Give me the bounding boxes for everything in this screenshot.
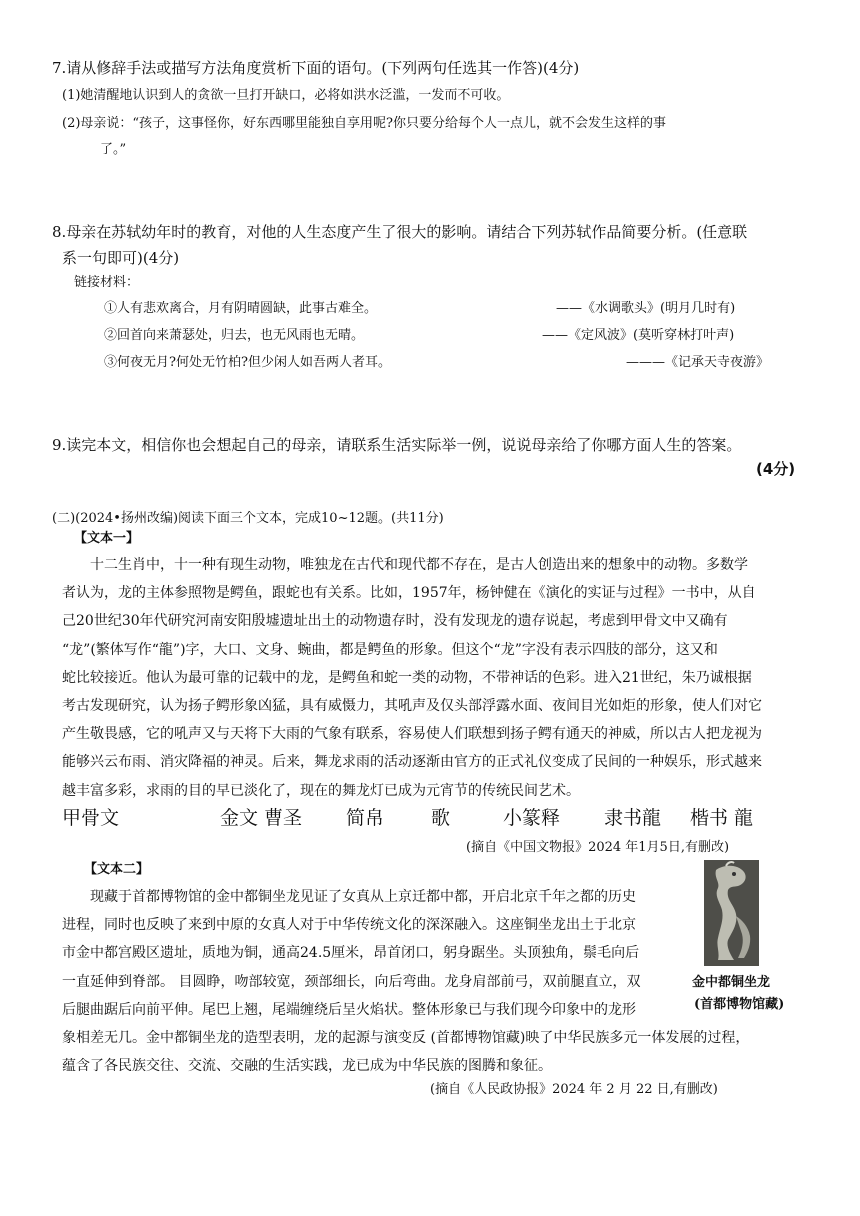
text2-line: 象相差无几。金中都铜坐龙的造型表明，龙的起源与演变反 (首都博物馆藏)映了中华民族多元一体发展的过程， <box>62 1030 750 1047</box>
text2-line: 后腿曲踞后向前平伸。尾巴上翘，尾端缠绕后呈火焰状。整体形象已与我们现今印象中的龙形 <box>62 1001 636 1018</box>
text1-line: 能够兴云布雨、消灾降福的神灵。后来，舞龙求雨的活动逐渐由官方的正式礼仪变成了民间的一种娱乐，形式越来 <box>62 754 762 771</box>
script-label: 隶书龍 <box>604 807 662 829</box>
text2-line: 进程，同时也反映了来到中原的女真人对于中华传统文化的深深融入。这座铜坐龙出土于北京 <box>62 917 636 934</box>
q8-title: 8.母亲在苏轼幼年时的教育，对他的人生态度产生了很大的影响。请结合下列苏轼作品简要分析。(任意联 <box>52 223 748 241</box>
text1-line: 产生敬畏感，它的吼声又与天将下大雨的气象有联系，容易使人们联想到扬子鳄有通天的神威，所以古人把龙视为 <box>62 726 762 743</box>
script-label: 金文 曹圣 <box>220 807 303 829</box>
q9-score: (4分) <box>756 460 796 478</box>
text1-line: 考古发现研究，认为扬子鳄形象凶猛，具有威慑力，其吼声及仅头部浮露水面、夜间目光如炬的形象，使人们对它 <box>62 698 762 715</box>
q8-quote-1: ①人有悲欢离合，月有阴晴圆缺，此事古难全。 <box>104 301 378 316</box>
script-label: 楷书 龍 <box>690 807 754 829</box>
q8-source-1: ——《水调歌头》(明月几时有) <box>556 301 736 316</box>
script-label: 歌 <box>431 807 451 829</box>
text1-paragraph <box>62 551 808 805</box>
text2-line: 蕴含了各民族交往、交流、交融的生活实践，龙已成为中华民族的图腾和象征。 <box>62 1058 552 1075</box>
text1-line: 者认为，龙的主体参照物是鳄鱼，跟蛇也有关系。比如，1957年，杨钟健在《演化的实证与过程》一书中，从自 <box>62 585 756 602</box>
source-citation-1: (摘自《中国文物报》2024 年1月5日,有删改) <box>466 840 730 855</box>
q8-source-2: ——《定风波》(莫听穿林打叶声) <box>542 328 735 343</box>
text1-label: 【文本一】 <box>74 531 140 546</box>
text2-line: 一直延伸到脊部。 目圆睁，吻部较宽，颈部细长，向后弯曲。龙身肩部前弓，双前腿直立，双 <box>62 973 641 990</box>
text2-label: 【文本二】 <box>84 862 150 877</box>
q8-source-3: ———《记承天寺夜游》 <box>626 355 770 370</box>
image-caption-museum: (首都博物馆藏) <box>694 997 785 1012</box>
script-label: 小篆释 <box>503 807 561 829</box>
text1-line: 蛇比较接近。他认为最可靠的记载中的龙，是鳄鱼和蛇一类的动物，不带神话的色彩。进入21世纪，朱乃诚根据 <box>62 669 752 686</box>
text1-line: 己20世纪30年代研究河南安阳殷墟遗址出土的动物遗存时，没有发现龙的遗存说起，考虑到甲骨文中又确有 <box>62 613 728 630</box>
q8-quote-3: ③何夜无月?何处无竹柏?但少闲人如吾两人者耳。 <box>104 355 391 370</box>
script-label: 简帛 <box>346 807 385 829</box>
text1-line: 十二生肖中，十一种有现生动物，唯独龙在古代和现代都不存在，是古人创造出来的想象中的动物。多数学 <box>90 557 748 573</box>
q9-title: 9.读完本文，相信你也会想起自己的母亲，请联系生活实际举一例，说说母亲给了你哪方面人生的答案。 <box>52 436 742 454</box>
text1-line: “龙”(繁体写作“龍”)字，大口、文身、蜿曲，都是鳄鱼的形象。但这个“龙”字没有表示四肢的部分，这又和 <box>62 641 718 658</box>
q7-title: 7.请从修辞手法或描写方法角度赏析下面的语句。(下列两句任选其一作答)(4分) <box>52 59 580 77</box>
q8-title-cont: 系一句即可)(4分) <box>62 249 180 267</box>
q8-material-label: 链接材料： <box>74 275 140 290</box>
text2-line: 市金中都宫殿区遗址，质地为铜，通高24.5厘米，昂首闭口，躬身踞坐。头顶独角，鬃毛向后 <box>62 945 640 962</box>
source-citation-2: (摘自《人民政协报》2024 年 2 月 22 日,有删改) <box>430 1082 718 1097</box>
q7-option-2-cont: 了。” <box>100 142 127 157</box>
text2-line: 现藏于首都博物馆的金中都铜坐龙见证了女真从上京迁都中都，开启北京千年之都的历史 <box>90 889 636 905</box>
section-heading: (二)(2024•扬州改编)阅读下面三个文本，完成10~12题。(共11分) <box>52 511 444 526</box>
script-evolution-row <box>62 804 782 834</box>
q8-quote-2: ②回首向来萧瑟处，归去，也无风雨也无晴。 <box>104 328 365 343</box>
script-label: 甲骨文 <box>62 807 120 829</box>
q7-option-2: (2)母亲说：“孩子，这事怪你，好东西哪里能独自享用呢?你只要分给每个人一点儿，就不会发生这样的事 <box>62 116 667 131</box>
bronze-dragon-image <box>704 860 759 966</box>
q7-option-1: (1)她清醒地认识到人的贪欲一旦打开缺口，必将如洪水泛滥，一发而不可收。 <box>62 88 510 103</box>
text1-line: 越丰富多彩，求雨的目的早已淡化了，现在的舞龙灯已成为元宵节的传统民间艺术。 <box>62 782 580 799</box>
image-caption: 金中都铜坐龙 <box>692 975 771 990</box>
